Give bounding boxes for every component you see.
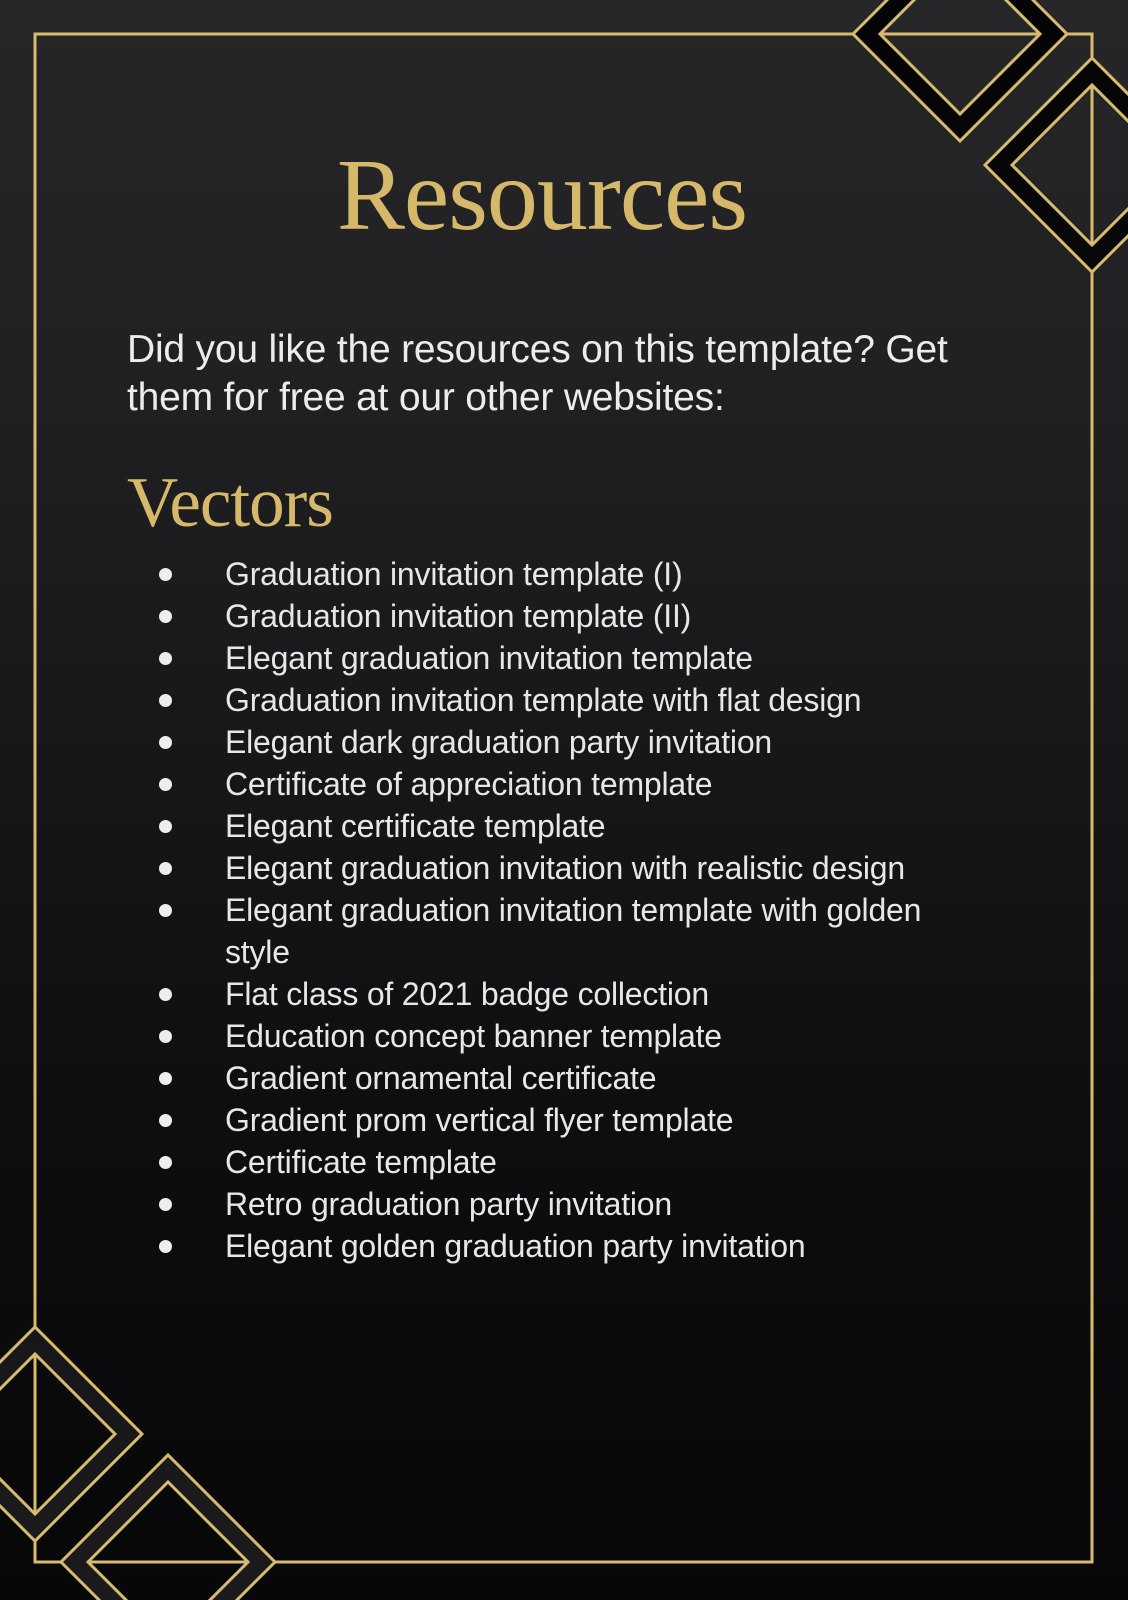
resource-link[interactable]: Gradient ornamental certificate: [225, 1060, 657, 1096]
resource-link[interactable]: Certificate template: [225, 1144, 497, 1180]
bullet-dot: [159, 820, 172, 833]
bullet-dot: [159, 904, 172, 917]
list-item: [127, 1015, 955, 1057]
intro-text: Did you like the resources on this template? Get them for free at our other websites:: [127, 328, 948, 419]
list-item: [127, 1225, 955, 1267]
bullet-dot: [159, 778, 172, 791]
resource-link[interactable]: Certificate of appreciation template: [225, 766, 713, 802]
bullet-dot: [159, 1240, 172, 1253]
page-title: Resources: [336, 139, 748, 252]
resource-link[interactable]: Elegant graduation invitation template with golden style: [225, 892, 922, 970]
bullet-dot: [159, 652, 172, 665]
resource-link[interactable]: Graduation invitation template with flat design: [225, 682, 862, 718]
resource-link[interactable]: Elegant graduation invitation with realistic design: [225, 850, 905, 886]
bullet-dot: [159, 1114, 172, 1127]
resource-link[interactable]: Education concept banner template: [225, 1018, 722, 1054]
list-item: [127, 1099, 955, 1141]
bullet-dot: [159, 1072, 172, 1085]
bullet-dot: [159, 862, 172, 875]
bullet-dot: [159, 988, 172, 1001]
vectors-list: [127, 553, 955, 1267]
resource-link[interactable]: Elegant certificate template: [225, 808, 606, 844]
list-item: [127, 973, 955, 1015]
resource-link[interactable]: Elegant golden graduation party invitation: [225, 1228, 806, 1264]
bullet-dot: [159, 1156, 172, 1169]
bullet-dot: [159, 694, 172, 707]
section-heading-vectors: Vectors: [127, 464, 333, 542]
bullet-dot: [159, 1198, 172, 1211]
list-item: [127, 889, 955, 973]
list-item: [127, 595, 955, 637]
resource-link[interactable]: Flat class of 2021 badge collection: [225, 976, 709, 1012]
resource-link[interactable]: Retro graduation party invitation: [225, 1186, 672, 1222]
list-item: [127, 805, 955, 847]
list-item: [127, 721, 955, 763]
list-item: [127, 1057, 955, 1099]
bullet-dot: [159, 736, 172, 749]
list-item: [127, 679, 955, 721]
resource-link[interactable]: Gradient prom vertical flyer template: [225, 1102, 734, 1138]
bullet-dot: [159, 610, 172, 623]
list-item: [127, 637, 955, 679]
resource-link[interactable]: Graduation invitation template (II): [225, 598, 692, 634]
list-item: [127, 847, 955, 889]
list-item: [127, 553, 955, 595]
bullet-dot: [159, 568, 172, 581]
list-item: [127, 1183, 955, 1225]
list-item: [127, 763, 955, 805]
list-item: [127, 1141, 955, 1183]
bullet-dot: [159, 1030, 172, 1043]
resource-link[interactable]: Elegant graduation invitation template: [225, 640, 753, 676]
resource-link[interactable]: Graduation invitation template (I): [225, 556, 683, 592]
resource-link[interactable]: Elegant dark graduation party invitation: [225, 724, 773, 760]
